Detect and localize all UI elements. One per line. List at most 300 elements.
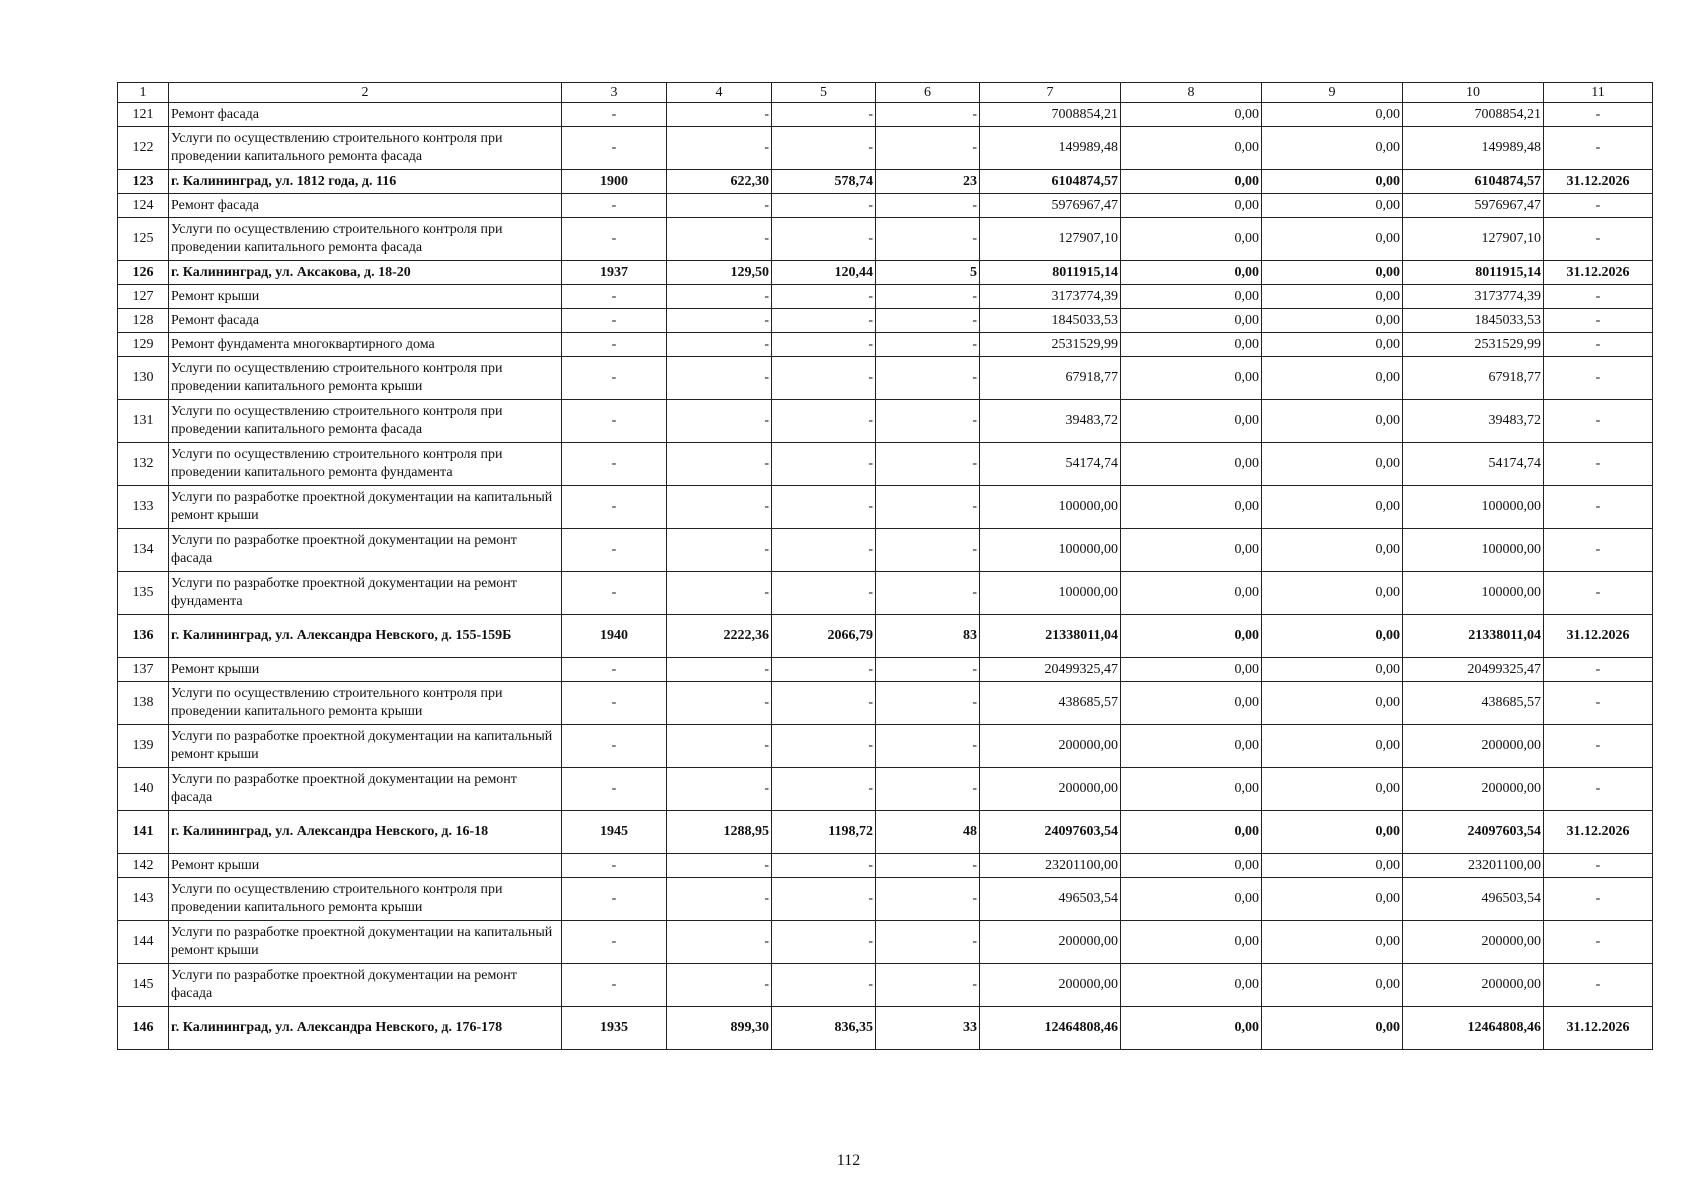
item-name-cell: Услуги по разработке проектной документации на ремонт фасада <box>169 964 562 1007</box>
header-cell: 8 <box>1121 83 1262 103</box>
col9-cell: 0,00 <box>1262 103 1403 127</box>
col5-cell: 836,35 <box>772 1007 876 1050</box>
col4-cell: - <box>667 103 772 127</box>
table-row <box>118 486 1653 529</box>
col6-cell: 5 <box>876 261 980 285</box>
row-number-cell: 125 <box>118 218 169 261</box>
col3-cell: - <box>562 486 667 529</box>
table-row <box>118 964 1653 1007</box>
col3-cell: - <box>562 529 667 572</box>
col8-cell: 0,00 <box>1121 261 1262 285</box>
item-name-cell: Ремонт крыши <box>169 658 562 682</box>
col4-cell: - <box>667 357 772 400</box>
col10-cell: 54174,74 <box>1403 443 1544 486</box>
row-number-cell: 143 <box>118 878 169 921</box>
table-row <box>118 529 1653 572</box>
col6-cell: 83 <box>876 615 980 658</box>
col7-cell: 39483,72 <box>980 400 1121 443</box>
completion-date-cell: 31.12.2026 <box>1544 1007 1653 1050</box>
col5-cell: - <box>772 658 876 682</box>
col5-cell: - <box>772 333 876 357</box>
col4-cell: 899,30 <box>667 1007 772 1050</box>
completion-date-cell: - <box>1544 878 1653 921</box>
col8-cell: 0,00 <box>1121 658 1262 682</box>
col5-cell: - <box>772 218 876 261</box>
col3-cell: - <box>562 443 667 486</box>
completion-date-cell: - <box>1544 194 1653 218</box>
col10-cell: 100000,00 <box>1403 529 1544 572</box>
col3-cell: - <box>562 333 667 357</box>
col9-cell: 0,00 <box>1262 682 1403 725</box>
col3-cell: 1935 <box>562 1007 667 1050</box>
row-number-cell: 122 <box>118 127 169 170</box>
completion-date-cell: - <box>1544 127 1653 170</box>
col9-cell: 0,00 <box>1262 529 1403 572</box>
table-row <box>118 854 1653 878</box>
col6-cell: 48 <box>876 811 980 854</box>
col5-cell: - <box>772 357 876 400</box>
row-number-cell: 121 <box>118 103 169 127</box>
col6-cell: - <box>876 572 980 615</box>
table-row <box>118 878 1653 921</box>
completion-date-cell: - <box>1544 357 1653 400</box>
row-number-cell: 124 <box>118 194 169 218</box>
col7-cell: 24097603,54 <box>980 811 1121 854</box>
col8-cell: 0,00 <box>1121 194 1262 218</box>
col3-cell: - <box>562 854 667 878</box>
item-name-cell: Услуги по осуществлению строительного контроля при проведении капитального ремонта крыши <box>169 878 562 921</box>
col8-cell: 0,00 <box>1121 615 1262 658</box>
col8-cell: 0,00 <box>1121 218 1262 261</box>
col10-cell: 200000,00 <box>1403 725 1544 768</box>
col8-cell: 0,00 <box>1121 725 1262 768</box>
col4-cell: 1288,95 <box>667 811 772 854</box>
col7-cell: 100000,00 <box>980 486 1121 529</box>
completion-date-cell: - <box>1544 921 1653 964</box>
row-number-cell: 138 <box>118 682 169 725</box>
col5-cell: - <box>772 443 876 486</box>
col8-cell: 0,00 <box>1121 529 1262 572</box>
item-name-cell: Услуги по осуществлению строительного контроля при проведении капитального ремонта фасада <box>169 127 562 170</box>
col6-cell: - <box>876 103 980 127</box>
row-number-cell: 136 <box>118 615 169 658</box>
col6-cell: - <box>876 285 980 309</box>
item-name-cell: Ремонт крыши <box>169 285 562 309</box>
col6-cell: - <box>876 921 980 964</box>
header-cell: 11 <box>1544 83 1653 103</box>
address-row <box>118 261 1653 285</box>
completion-date-cell: - <box>1544 658 1653 682</box>
col8-cell: 0,00 <box>1121 333 1262 357</box>
address-row <box>118 615 1653 658</box>
col7-cell: 1845033,53 <box>980 309 1121 333</box>
row-number-cell: 137 <box>118 658 169 682</box>
col4-cell: - <box>667 964 772 1007</box>
row-number-cell: 142 <box>118 854 169 878</box>
col9-cell: 0,00 <box>1262 261 1403 285</box>
col9-cell: 0,00 <box>1262 1007 1403 1050</box>
col3-cell: - <box>562 921 667 964</box>
table-row <box>118 768 1653 811</box>
col9-cell: 0,00 <box>1262 572 1403 615</box>
col7-cell: 3173774,39 <box>980 285 1121 309</box>
header-cell: 4 <box>667 83 772 103</box>
col5-cell: - <box>772 309 876 333</box>
item-name-cell: Услуги по разработке проектной документации на капитальный ремонт крыши <box>169 921 562 964</box>
col9-cell: 0,00 <box>1262 878 1403 921</box>
completion-date-cell: - <box>1544 682 1653 725</box>
table-row <box>118 921 1653 964</box>
item-name-cell: Ремонт фасада <box>169 103 562 127</box>
col9-cell: 0,00 <box>1262 811 1403 854</box>
col6-cell: - <box>876 964 980 1007</box>
col5-cell: - <box>772 529 876 572</box>
col8-cell: 0,00 <box>1121 921 1262 964</box>
item-name-cell: Услуги по разработке проектной документации на ремонт фасада <box>169 768 562 811</box>
table-row <box>118 400 1653 443</box>
col6-cell: - <box>876 400 980 443</box>
col10-cell: 24097603,54 <box>1403 811 1544 854</box>
col9-cell: 0,00 <box>1262 443 1403 486</box>
item-name-cell: Ремонт фасада <box>169 194 562 218</box>
row-number-cell: 134 <box>118 529 169 572</box>
col4-cell: - <box>667 768 772 811</box>
table-row <box>118 309 1653 333</box>
col7-cell: 438685,57 <box>980 682 1121 725</box>
col10-cell: 438685,57 <box>1403 682 1544 725</box>
completion-date-cell: - <box>1544 285 1653 309</box>
col4-cell: - <box>667 725 772 768</box>
col3-cell: - <box>562 658 667 682</box>
col10-cell: 496503,54 <box>1403 878 1544 921</box>
column-number-header-row <box>118 83 1653 103</box>
col8-cell: 0,00 <box>1121 400 1262 443</box>
col7-cell: 5976967,47 <box>980 194 1121 218</box>
col3-cell: 1937 <box>562 261 667 285</box>
address-row <box>118 170 1653 194</box>
col10-cell: 200000,00 <box>1403 768 1544 811</box>
row-number-cell: 127 <box>118 285 169 309</box>
row-number-cell: 129 <box>118 333 169 357</box>
col9-cell: 0,00 <box>1262 357 1403 400</box>
col9-cell: 0,00 <box>1262 333 1403 357</box>
row-number-cell: 139 <box>118 725 169 768</box>
col8-cell: 0,00 <box>1121 103 1262 127</box>
col6-cell: - <box>876 127 980 170</box>
completion-date-cell: 31.12.2026 <box>1544 811 1653 854</box>
col10-cell: 1845033,53 <box>1403 309 1544 333</box>
address-row <box>118 811 1653 854</box>
row-number-cell: 140 <box>118 768 169 811</box>
col10-cell: 23201100,00 <box>1403 854 1544 878</box>
item-name-cell: Услуги по осуществлению строительного контроля при проведении капитального ремонта фундамента <box>169 443 562 486</box>
completion-date-cell: - <box>1544 572 1653 615</box>
col10-cell: 6104874,57 <box>1403 170 1544 194</box>
item-name-cell: Услуги по осуществлению строительного контроля при проведении капитального ремонта фасада <box>169 218 562 261</box>
col4-cell: - <box>667 854 772 878</box>
row-number-cell: 131 <box>118 400 169 443</box>
row-number-cell: 145 <box>118 964 169 1007</box>
col3-cell: - <box>562 878 667 921</box>
item-name-cell: Услуги по осуществлению строительного контроля при проведении капитального ремонта крыши <box>169 682 562 725</box>
col6-cell: - <box>876 443 980 486</box>
col8-cell: 0,00 <box>1121 127 1262 170</box>
table-row <box>118 443 1653 486</box>
col10-cell: 39483,72 <box>1403 400 1544 443</box>
col4-cell: 2222,36 <box>667 615 772 658</box>
completion-date-cell: 31.12.2026 <box>1544 170 1653 194</box>
col8-cell: 0,00 <box>1121 682 1262 725</box>
completion-date-cell: - <box>1544 964 1653 1007</box>
col4-cell: 129,50 <box>667 261 772 285</box>
col5-cell: - <box>772 194 876 218</box>
completion-date-cell: - <box>1544 443 1653 486</box>
header-cell: 2 <box>169 83 562 103</box>
table-row <box>118 285 1653 309</box>
item-name-cell: г. Калининград, ул. Александра Невского, д. 16-18 <box>169 811 562 854</box>
col6-cell: - <box>876 486 980 529</box>
col3-cell: - <box>562 725 667 768</box>
item-name-cell: Услуги по разработке проектной документации на ремонт фундамента <box>169 572 562 615</box>
col7-cell: 23201100,00 <box>980 854 1121 878</box>
col4-cell: - <box>667 486 772 529</box>
col9-cell: 0,00 <box>1262 170 1403 194</box>
col7-cell: 8011915,14 <box>980 261 1121 285</box>
col3-cell: - <box>562 572 667 615</box>
table-row <box>118 682 1653 725</box>
table-row <box>118 194 1653 218</box>
col3-cell: - <box>562 103 667 127</box>
col7-cell: 6104874,57 <box>980 170 1121 194</box>
col3-cell: - <box>562 682 667 725</box>
header-cell: 1 <box>118 83 169 103</box>
row-number-cell: 130 <box>118 357 169 400</box>
col7-cell: 100000,00 <box>980 572 1121 615</box>
col4-cell: - <box>667 921 772 964</box>
col4-cell: - <box>667 194 772 218</box>
col5-cell: - <box>772 768 876 811</box>
row-number-cell: 135 <box>118 572 169 615</box>
row-number-cell: 146 <box>118 1007 169 1050</box>
col6-cell: - <box>876 218 980 261</box>
completion-date-cell: - <box>1544 309 1653 333</box>
col9-cell: 0,00 <box>1262 725 1403 768</box>
col4-cell: - <box>667 682 772 725</box>
col10-cell: 5976967,47 <box>1403 194 1544 218</box>
address-row <box>118 1007 1653 1050</box>
col5-cell: - <box>772 127 876 170</box>
col7-cell: 100000,00 <box>980 529 1121 572</box>
row-number-cell: 132 <box>118 443 169 486</box>
col10-cell: 127907,10 <box>1403 218 1544 261</box>
col8-cell: 0,00 <box>1121 486 1262 529</box>
col5-cell: - <box>772 878 876 921</box>
col9-cell: 0,00 <box>1262 218 1403 261</box>
col8-cell: 0,00 <box>1121 854 1262 878</box>
col3-cell: 1945 <box>562 811 667 854</box>
col6-cell: - <box>876 529 980 572</box>
col3-cell: - <box>562 400 667 443</box>
col3-cell: - <box>562 964 667 1007</box>
col4-cell: - <box>667 127 772 170</box>
item-name-cell: г. Калининград, ул. Александра Невского, д. 155-159Б <box>169 615 562 658</box>
col7-cell: 20499325,47 <box>980 658 1121 682</box>
capital-repair-table <box>117 82 1653 1050</box>
table-row <box>118 658 1653 682</box>
table-row <box>118 572 1653 615</box>
item-name-cell: г. Калининград, ул. Александра Невского, д. 176-178 <box>169 1007 562 1050</box>
col9-cell: 0,00 <box>1262 768 1403 811</box>
table-row <box>118 357 1653 400</box>
col8-cell: 0,00 <box>1121 443 1262 486</box>
col6-cell: - <box>876 333 980 357</box>
col9-cell: 0,00 <box>1262 400 1403 443</box>
table-row <box>118 218 1653 261</box>
document-sheet <box>117 82 1652 1050</box>
table-row <box>118 103 1653 127</box>
col4-cell: - <box>667 658 772 682</box>
col4-cell: - <box>667 218 772 261</box>
header-cell: 10 <box>1403 83 1544 103</box>
col9-cell: 0,00 <box>1262 285 1403 309</box>
item-name-cell: Услуги по разработке проектной документации на ремонт фасада <box>169 529 562 572</box>
col4-cell: - <box>667 285 772 309</box>
col6-cell: 33 <box>876 1007 980 1050</box>
header-cell: 3 <box>562 83 667 103</box>
col6-cell: - <box>876 682 980 725</box>
row-number-cell: 123 <box>118 170 169 194</box>
col6-cell: 23 <box>876 170 980 194</box>
table-row <box>118 725 1653 768</box>
item-name-cell: г. Калининград, ул. 1812 года, д. 116 <box>169 170 562 194</box>
completion-date-cell: - <box>1544 486 1653 529</box>
col7-cell: 67918,77 <box>980 357 1121 400</box>
col5-cell: - <box>772 486 876 529</box>
completion-date-cell: 31.12.2026 <box>1544 261 1653 285</box>
col7-cell: 127907,10 <box>980 218 1121 261</box>
col8-cell: 0,00 <box>1121 1007 1262 1050</box>
col5-cell: - <box>772 964 876 1007</box>
header-cell: 7 <box>980 83 1121 103</box>
col3-cell: - <box>562 768 667 811</box>
col7-cell: 200000,00 <box>980 725 1121 768</box>
col10-cell: 8011915,14 <box>1403 261 1544 285</box>
col3-cell: 1900 <box>562 170 667 194</box>
col8-cell: 0,00 <box>1121 768 1262 811</box>
header-cell: 9 <box>1262 83 1403 103</box>
col4-cell: - <box>667 333 772 357</box>
col10-cell: 100000,00 <box>1403 572 1544 615</box>
completion-date-cell: - <box>1544 529 1653 572</box>
col7-cell: 200000,00 <box>980 921 1121 964</box>
col3-cell: - <box>562 127 667 170</box>
completion-date-cell: - <box>1544 725 1653 768</box>
col9-cell: 0,00 <box>1262 194 1403 218</box>
col6-cell: - <box>876 768 980 811</box>
col8-cell: 0,00 <box>1121 170 1262 194</box>
item-name-cell: Ремонт крыши <box>169 854 562 878</box>
col5-cell: - <box>772 285 876 309</box>
table-row <box>118 127 1653 170</box>
col7-cell: 7008854,21 <box>980 103 1121 127</box>
col10-cell: 100000,00 <box>1403 486 1544 529</box>
col10-cell: 21338011,04 <box>1403 615 1544 658</box>
page-number: 112 <box>836 1152 861 1169</box>
col3-cell: 1940 <box>562 615 667 658</box>
col10-cell: 12464808,46 <box>1403 1007 1544 1050</box>
col7-cell: 21338011,04 <box>980 615 1121 658</box>
completion-date-cell: - <box>1544 333 1653 357</box>
completion-date-cell: 31.12.2026 <box>1544 615 1653 658</box>
col7-cell: 149989,48 <box>980 127 1121 170</box>
table-row <box>118 333 1653 357</box>
col8-cell: 0,00 <box>1121 572 1262 615</box>
col7-cell: 496503,54 <box>980 878 1121 921</box>
col9-cell: 0,00 <box>1262 615 1403 658</box>
completion-date-cell: - <box>1544 854 1653 878</box>
col4-cell: 622,30 <box>667 170 772 194</box>
col10-cell: 7008854,21 <box>1403 103 1544 127</box>
completion-date-cell: - <box>1544 768 1653 811</box>
col9-cell: 0,00 <box>1262 309 1403 333</box>
completion-date-cell: - <box>1544 103 1653 127</box>
col7-cell: 200000,00 <box>980 768 1121 811</box>
col4-cell: - <box>667 878 772 921</box>
row-number-cell: 144 <box>118 921 169 964</box>
row-number-cell: 126 <box>118 261 169 285</box>
col9-cell: 0,00 <box>1262 658 1403 682</box>
col10-cell: 2531529,99 <box>1403 333 1544 357</box>
col5-cell: - <box>772 682 876 725</box>
col3-cell: - <box>562 194 667 218</box>
row-number-cell: 128 <box>118 309 169 333</box>
col7-cell: 200000,00 <box>980 964 1121 1007</box>
col6-cell: - <box>876 854 980 878</box>
item-name-cell: Услуги по разработке проектной документации на капитальный ремонт крыши <box>169 725 562 768</box>
col5-cell: - <box>772 400 876 443</box>
col5-cell: 2066,79 <box>772 615 876 658</box>
col10-cell: 200000,00 <box>1403 921 1544 964</box>
item-name-cell: Ремонт фундамента многоквартирного дома <box>169 333 562 357</box>
col8-cell: 0,00 <box>1121 811 1262 854</box>
col6-cell: - <box>876 878 980 921</box>
col5-cell: - <box>772 572 876 615</box>
col9-cell: 0,00 <box>1262 921 1403 964</box>
col5-cell: 1198,72 <box>772 811 876 854</box>
col8-cell: 0,00 <box>1121 357 1262 400</box>
col8-cell: 0,00 <box>1121 309 1262 333</box>
col10-cell: 67918,77 <box>1403 357 1544 400</box>
item-name-cell: Ремонт фасада <box>169 309 562 333</box>
col7-cell: 54174,74 <box>980 443 1121 486</box>
col5-cell: - <box>772 854 876 878</box>
item-name-cell: г. Калининград, ул. Аксакова, д. 18-20 <box>169 261 562 285</box>
col5-cell: 120,44 <box>772 261 876 285</box>
col6-cell: - <box>876 194 980 218</box>
col3-cell: - <box>562 309 667 333</box>
col4-cell: - <box>667 572 772 615</box>
row-number-cell: 141 <box>118 811 169 854</box>
col6-cell: - <box>876 309 980 333</box>
row-number-cell: 133 <box>118 486 169 529</box>
col6-cell: - <box>876 725 980 768</box>
col3-cell: - <box>562 357 667 400</box>
header-cell: 5 <box>772 83 876 103</box>
completion-date-cell: - <box>1544 218 1653 261</box>
col5-cell: - <box>772 725 876 768</box>
col10-cell: 20499325,47 <box>1403 658 1544 682</box>
col9-cell: 0,00 <box>1262 486 1403 529</box>
